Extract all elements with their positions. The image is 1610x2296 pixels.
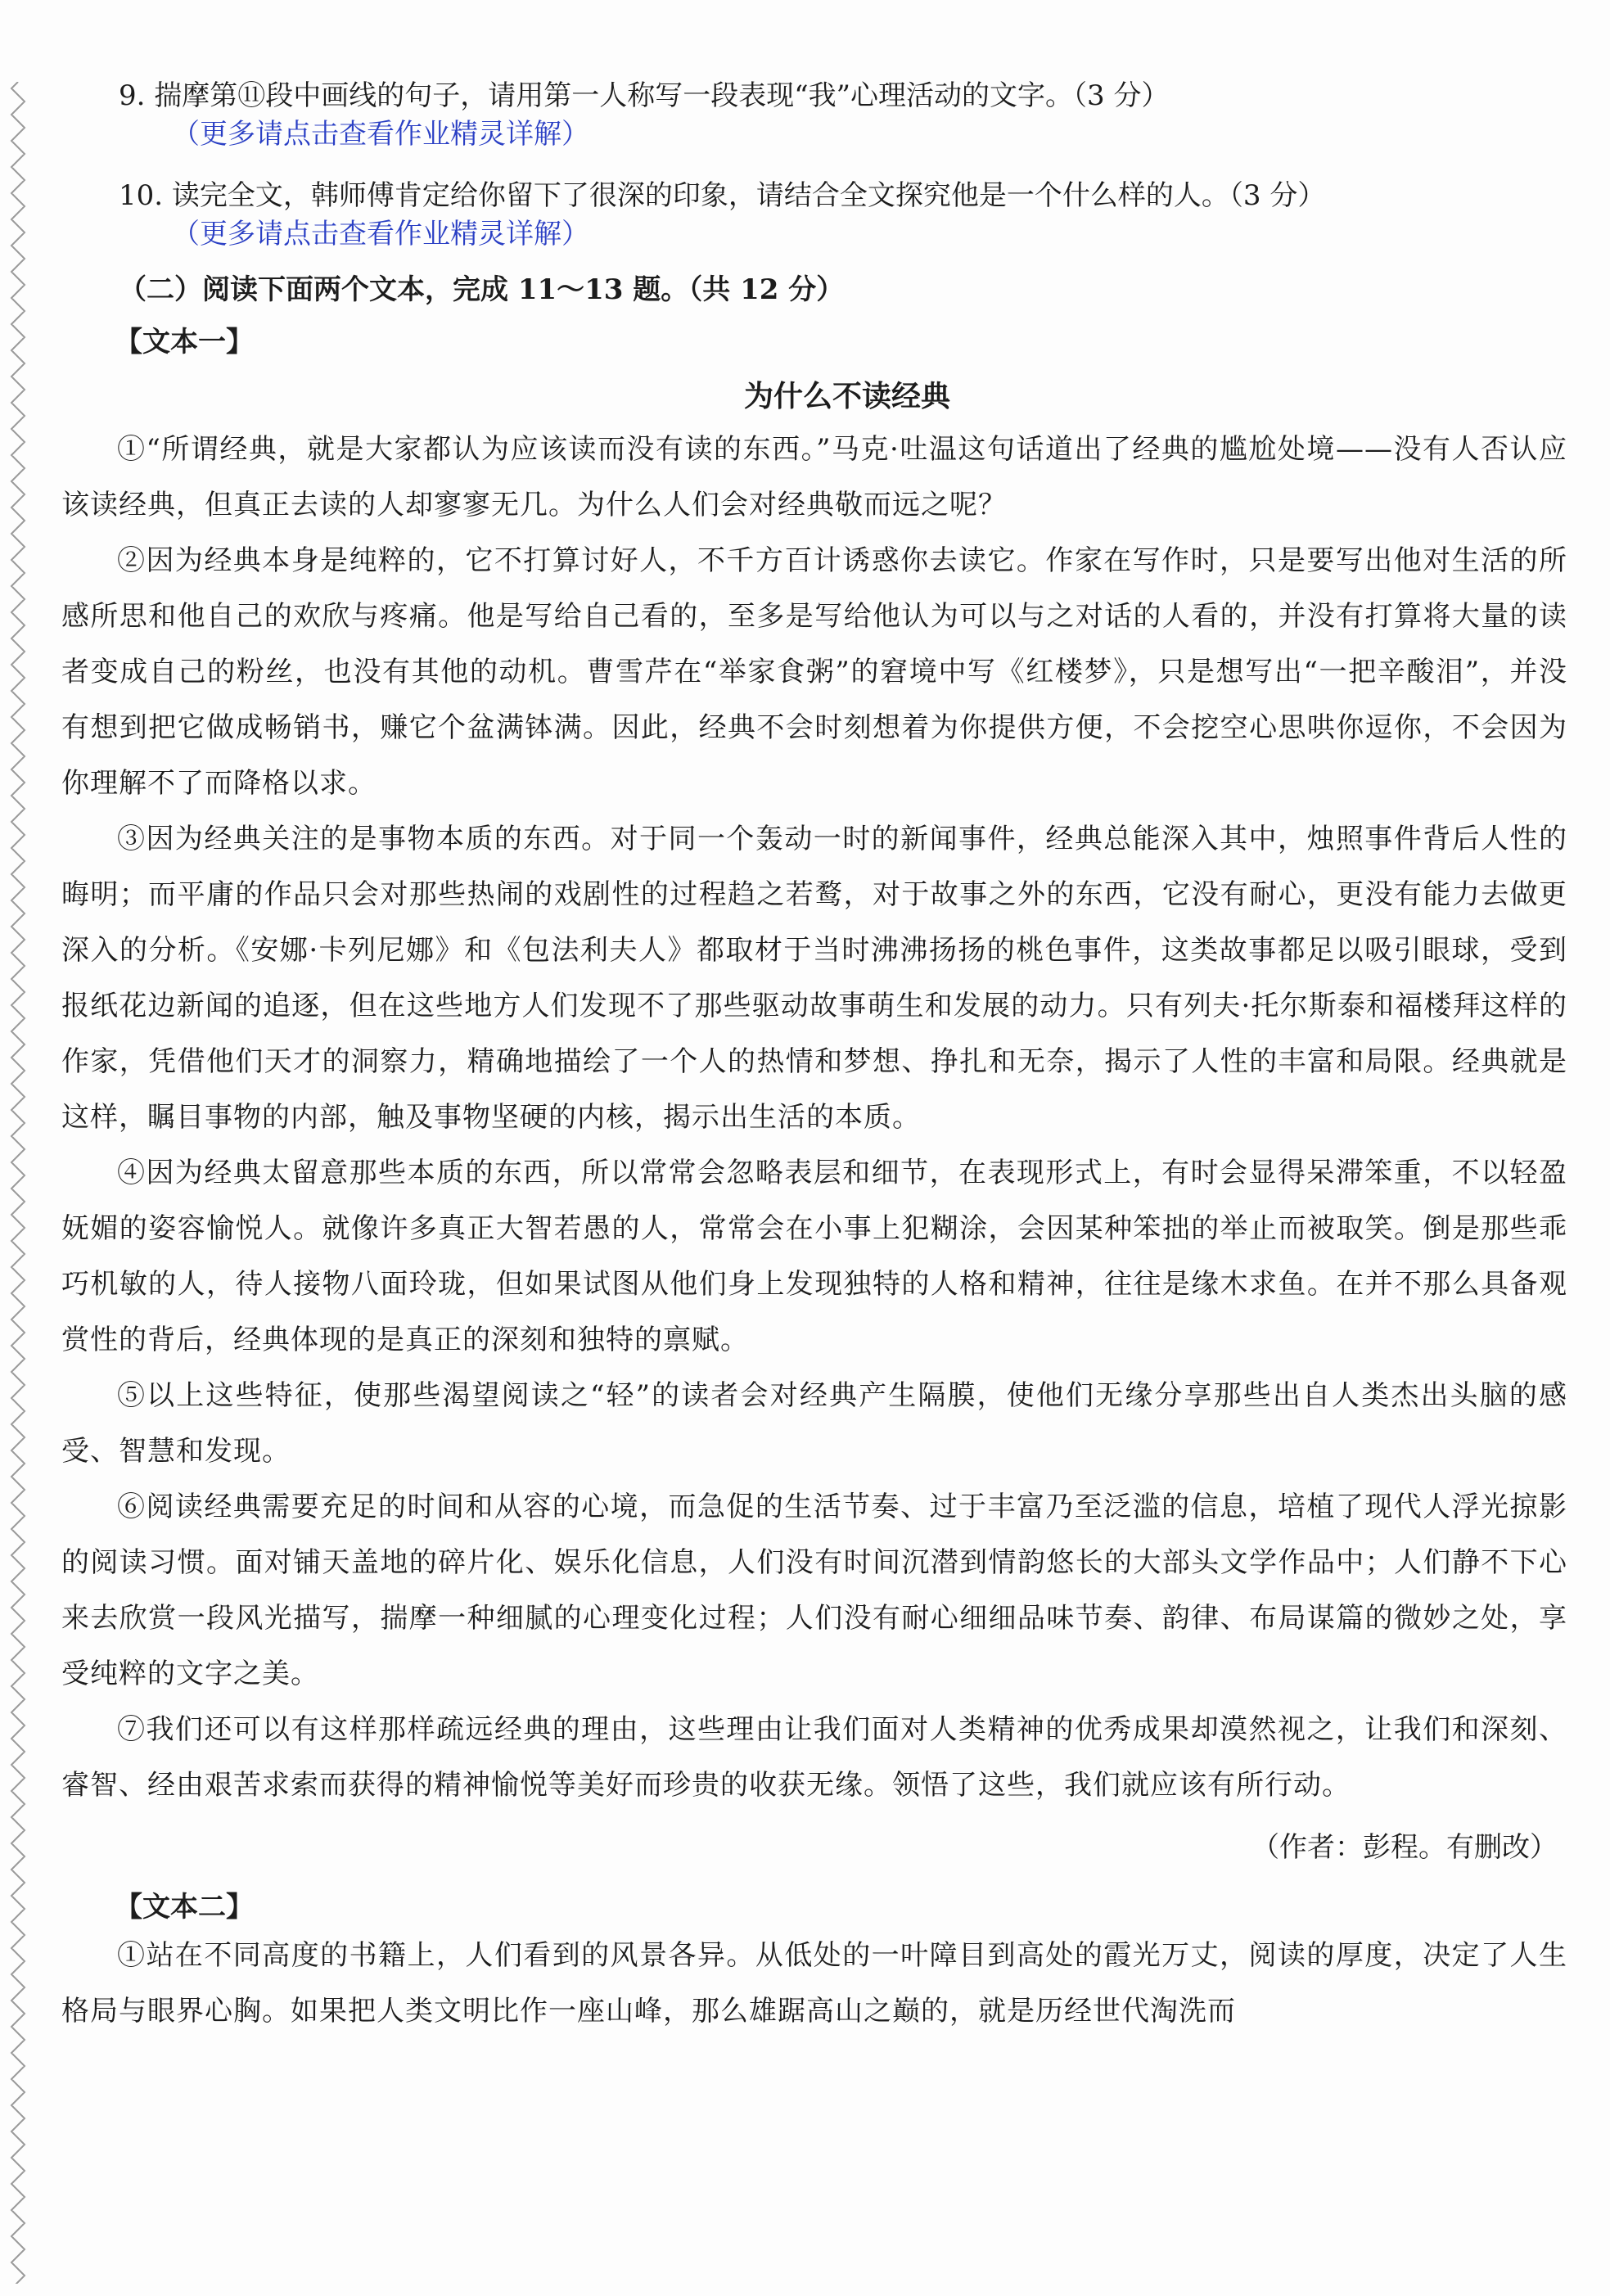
- text1-label: 【文本一】: [115, 326, 254, 359]
- text1-body: [61, 422, 1567, 1813]
- paragraph: ⑥阅读经典需要充足的时间和从容的心境，而急促的生活节奏、过于丰富乃至泛滥的信息，培植了现代人浮光掠影的阅读习惯。面对铺天盖地的碎片化、娱乐化信息，人们没有时间沉潜到情韵悠长的大部头文学作品中；人们静不下心来去欣赏一段风光描写，揣摩一种细腻的心理变化过程；人们没有耐心细细品味节奏、韵律、布局谋篇的微妙之处，享受纯粹的文字之美。: [61, 1491, 1567, 1690]
- article-title: 为什么不读经典: [743, 379, 950, 413]
- paragraph: ③因为经典关注的是事物本质的东西。对于同一个轰动一时的新闻事件，经典总能深入其中，烛照事件背后人性的晦明；而平庸的作品只会对那些热闹的戏剧性的过程趋之若鹜，对于故事之外的东西，它没有耐心，更没有能力去做更深入的分析。《安娜·卡列尼娜》和《包法利夫人》都取材于当时沸沸扬扬的桃色事件，这类故事都足以吸引眼球，受到报纸花边新闻的追逐，但在这些地方人们发现不了那些驱动故事萌生和发展的动力。只有列夫·托尔斯泰和福楼拜这样的作家，凭借他们天才的洞察力，精确地描绘了一个人的热情和梦想、挣扎和无奈，揭示了人性的丰富和局限。经典就是这样，瞩目事物的内部，触及事物坚硬的内核，揭示出生活的本质。: [61, 823, 1567, 1134]
- question-10-detail-link[interactable]: （更多请点击查看作业精灵详解）: [172, 218, 589, 250]
- page: [61, 78, 1567, 2039]
- paragraph: ①“所谓经典，就是大家都认为应该读而没有读的东西。”马克·吐温这句话道出了经典的尴尬处境——没有人否认应该读经典，但真正去读的人却寥寥无几。为什么人们会对经典敬而远之呢？: [61, 433, 1567, 521]
- binding-edge-decoration: [8, 82, 28, 2284]
- question-10: 10. 读完全文，韩师傅肯定给你留下了很深的印象，请结合全文探究他是一个什么样的人。（3 分）: [119, 179, 1326, 212]
- paragraph: ①站在不同高度的书籍上，人们看到的风景各异。从低处的一叶障目到高处的霞光万丈，阅读的厚度，决定了人生格局与眼界心胸。如果把人类文明比作一座山峰，那么雄踞高山之巅的，就是历经世代淘洗而: [61, 1939, 1567, 2028]
- paragraph: ④因为经典太留意那些本质的东西，所以常常会忽略表层和细节，在表现形式上，有时会显得呆滞笨重，不以轻盈妩媚的姿容愉悦人。就像许多真正大智若愚的人，常常会在小事上犯糊涂，会因某种笨拙的举止而被取笑。倒是那些乖巧机敏的人，待人接物八面玲珑，但如果试图从他们身上发现独特的人格和精神，往往是缘木求鱼。在并不那么具备观赏性的背后，经典体现的是真正的深刻和独特的禀赋。: [61, 1157, 1567, 1356]
- question-9-detail-link[interactable]: （更多请点击查看作业精灵详解）: [172, 118, 589, 151]
- paragraph: ②因为经典本身是纯粹的，它不打算讨好人，不千方百计诱惑你去读它。作家在写作时，只是要写出他对生活的所感所思和他自己的欢欣与疼痛。他是写给自己看的，至多是写给他认为可以与之对话的人看的，并没有打算将大量的读者变成自己的粉丝，也没有其他的动机。曹雪芹在“举家食粥”的窘境中写《红楼梦》，只是想写出“一把辛酸泪”，并没有想到把它做成畅销书，赚它个盆满钵满。因此，经典不会时刻想着为你提供方便，不会挖空心思哄你逗你，不会因为你理解不了而降格以求。: [61, 544, 1567, 800]
- text2-label: 【文本二】: [115, 1891, 254, 1924]
- paragraph: ⑤以上这些特征，使那些渴望阅读之“轻”的读者会对经典产生隔膜，使他们无缘分享那些出自人类杰出头脑的感受、智慧和发现。: [61, 1379, 1567, 1468]
- question-9: 9. 揣摩第⑪段中画线的句子，请用第一人称写一段表现“我”心理活动的文字。（3 分）: [119, 79, 1170, 112]
- author-note: （作者：彭程。有删改）: [1251, 1831, 1558, 1864]
- section-heading: （二）阅读下面两个文本，完成 11～13 题。（共 12 分）: [119, 273, 845, 306]
- paragraph: ⑦我们还可以有这样那样疏远经典的理由，这些理由让我们面对人类精神的优秀成果却漠然视之，让我们和深刻、睿智、经由艰苦求索而获得的精神愉悦等美好而珍贵的收获无缘。领悟了这些，我们就应该有所行动。: [61, 1713, 1567, 1802]
